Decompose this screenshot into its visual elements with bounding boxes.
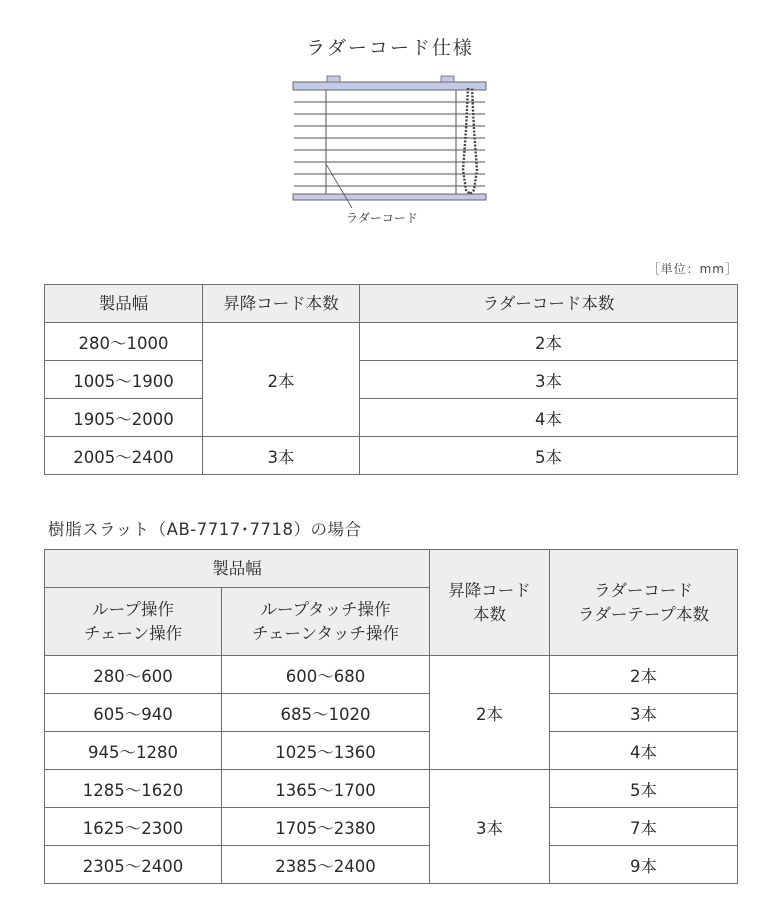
bracket-right: [441, 76, 454, 82]
cell-ladder: 5本: [550, 770, 738, 808]
cell-ladder: 3本: [360, 361, 738, 399]
cell-touch-width: 1365〜1700: [222, 770, 430, 808]
cell-lift: 2本: [203, 323, 360, 437]
loop-chain: [463, 88, 477, 194]
header-lift-count: 昇降コード本数: [203, 285, 360, 323]
bottom-rail: [293, 194, 486, 200]
cell-loop-width: 1285〜1620: [45, 770, 222, 808]
cell-ladder: 4本: [360, 399, 738, 437]
header-width: 製品幅: [45, 550, 430, 588]
table-row: [45, 323, 738, 361]
ladder-cord-table: [44, 284, 738, 475]
blind-diagram: [0, 70, 780, 240]
bracket-left: [327, 76, 340, 82]
cell-width: 2005〜2400: [45, 437, 203, 475]
cell-ladder: 9本: [550, 846, 738, 884]
cell-loop-width: 2305〜2400: [45, 846, 222, 884]
cell-touch-width: 2385〜2400: [222, 846, 430, 884]
cell-width: 1905〜2000: [45, 399, 203, 437]
cell-ladder: 2本: [360, 323, 738, 361]
cell-touch-width: 600〜680: [222, 656, 430, 694]
cell-loop-width: 945〜1280: [45, 732, 222, 770]
header-ladder-count: ラダーコード本数: [360, 285, 738, 323]
table-row: [45, 808, 738, 846]
cell-touch-width: 1705〜2380: [222, 808, 430, 846]
table-row: [45, 656, 738, 694]
table-row: [45, 770, 738, 808]
cell-touch-width: 1025〜1360: [222, 732, 430, 770]
header-touch-operation: ループタッチ操作 チェーンタッチ操作: [222, 588, 430, 656]
cell-lift: 2本: [430, 656, 550, 770]
diagram-label: ラダーコード: [346, 211, 418, 225]
header-ladder-count: ラダーコード ラダーテープ本数: [550, 550, 738, 656]
unit-note: ［単位：mm］: [647, 262, 738, 276]
cell-ladder: 7本: [550, 808, 738, 846]
cell-lift: 3本: [430, 770, 550, 884]
table-row: [45, 437, 738, 475]
resin-slat-table: [44, 549, 738, 884]
cell-ladder: 3本: [550, 694, 738, 732]
cell-touch-width: 685〜1020: [222, 694, 430, 732]
cell-loop-width: 280〜600: [45, 656, 222, 694]
table-row: [45, 846, 738, 884]
cell-ladder: 4本: [550, 732, 738, 770]
header-loop-operation: ループ操作 チェーン操作: [45, 588, 222, 656]
table-row: [45, 399, 738, 437]
cell-width: 280〜1000: [45, 323, 203, 361]
header-width: 製品幅: [45, 285, 203, 323]
table-row: [45, 732, 738, 770]
cell-lift: 3本: [203, 437, 360, 475]
cell-width: 1005〜1900: [45, 361, 203, 399]
cell-loop-width: 605〜940: [45, 694, 222, 732]
section-subtitle: 樹脂スラット（AB-7717･7718）の場合: [48, 520, 362, 539]
cell-ladder: 2本: [550, 656, 738, 694]
table-row: [45, 361, 738, 399]
page-title: ラダーコード仕様: [306, 37, 474, 59]
header-lift-count: 昇降コード 本数: [430, 550, 550, 656]
cell-ladder: 5本: [360, 437, 738, 475]
head-rail: [293, 82, 486, 90]
table-row: [45, 694, 738, 732]
cell-loop-width: 1625〜2300: [45, 808, 222, 846]
